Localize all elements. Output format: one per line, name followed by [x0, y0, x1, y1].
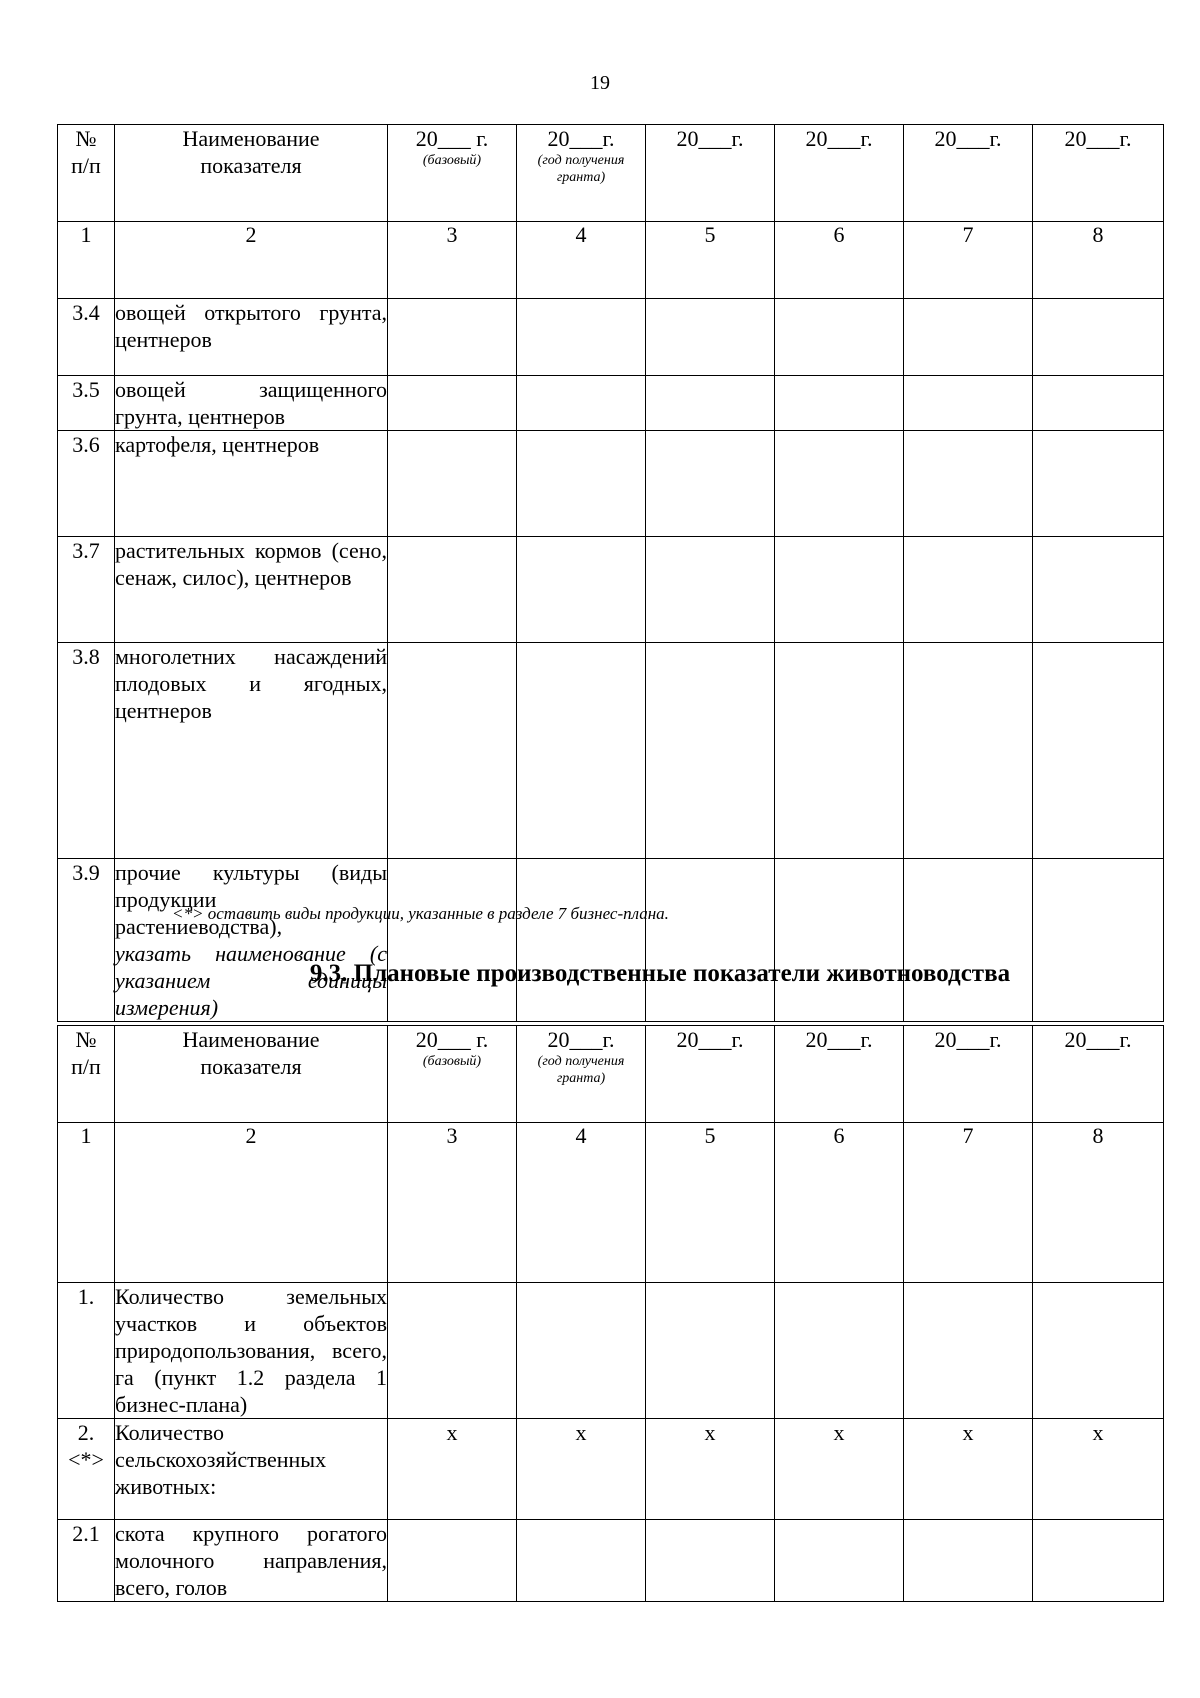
column-index-cell: 1 — [58, 1123, 115, 1283]
table-body — [58, 125, 1164, 1022]
row-number: 3.9 — [58, 859, 115, 1022]
header-year-cell — [904, 1026, 1033, 1123]
year-label: 20___г. — [934, 1027, 1002, 1052]
value-cell — [904, 431, 1033, 537]
value-cell — [388, 299, 517, 376]
column-index-cell: 8 — [1033, 222, 1164, 299]
table-row — [58, 537, 1164, 643]
value-cell: x — [775, 1419, 904, 1520]
column-index-cell: 1 — [58, 222, 115, 299]
value-cell — [1033, 431, 1164, 537]
value-cell — [388, 376, 517, 431]
header-year-cell — [904, 125, 1033, 222]
value-cell — [904, 537, 1033, 643]
header-name-cell: Наименование показателя — [115, 125, 388, 222]
value-cell — [388, 537, 517, 643]
column-index-cell: 6 — [775, 1123, 904, 1283]
footnote: <*> оставить виды продукции, указанные в разделе 7 бизнес-плана. — [172, 904, 669, 923]
row-number: 3.6 — [58, 431, 115, 537]
column-index-cell: 5 — [646, 1123, 775, 1283]
table-row — [58, 1520, 1164, 1602]
value-cell — [646, 376, 775, 431]
value-cell — [904, 1283, 1033, 1419]
row-name-text: растительных кормов (сено, сенаж, силос), центнеров — [115, 538, 387, 590]
row-name — [115, 1283, 388, 1419]
value-cell — [388, 859, 517, 1022]
row-name — [115, 859, 388, 1022]
value-cell — [388, 1283, 517, 1419]
crop-production-table — [57, 124, 1164, 1022]
column-index-cell: 3 — [388, 222, 517, 299]
value-cell — [904, 1520, 1033, 1602]
column-index-cell: 7 — [904, 1123, 1033, 1283]
header-year-cell — [517, 1026, 646, 1123]
header-row — [58, 125, 1164, 222]
row-number: 1. — [58, 1283, 115, 1419]
row-name — [115, 431, 388, 537]
year-label: 20___г. — [805, 126, 873, 151]
row-name — [115, 643, 388, 859]
value-cell: x — [1033, 1419, 1164, 1520]
value-cell — [904, 376, 1033, 431]
year-label: 20___ г. — [415, 126, 489, 151]
header-num-cell: № п/п — [58, 125, 115, 222]
header-row — [58, 1026, 1164, 1123]
year-note: (базовый) — [422, 1054, 482, 1069]
value-cell: x — [904, 1419, 1033, 1520]
value-cell — [517, 859, 646, 1022]
value-cell — [517, 1283, 646, 1419]
row-name — [115, 537, 388, 643]
column-index-cell: 6 — [775, 222, 904, 299]
column-index-cell: 4 — [517, 222, 646, 299]
year-label: 20___г. — [547, 126, 615, 151]
year-label: 20___г. — [805, 1027, 873, 1052]
year-label: 20___г. — [547, 1027, 615, 1052]
value-cell — [775, 859, 904, 1022]
year-label: 20___ г. — [415, 1027, 489, 1052]
row-name — [115, 1419, 388, 1520]
header-year-cell — [388, 1026, 517, 1123]
value-cell — [388, 643, 517, 859]
value-cell — [904, 859, 1033, 1022]
table-row — [58, 431, 1164, 537]
value-cell — [775, 1283, 904, 1419]
value-cell — [1033, 299, 1164, 376]
column-index-cell: 2 — [115, 222, 388, 299]
row-name-text: прочие культуры (виды продукции растениеводства), — [115, 860, 387, 939]
header-num-cell: № п/п — [58, 1026, 115, 1123]
table-body — [58, 1026, 1164, 1602]
row-number: 3.5 — [58, 376, 115, 431]
value-cell — [1033, 859, 1164, 1022]
year-note: (год получения гранта) — [537, 1054, 625, 1086]
value-cell — [775, 1520, 904, 1602]
table-row — [58, 643, 1164, 859]
year-label: 20___г. — [1064, 126, 1132, 151]
value-cell: x — [388, 1419, 517, 1520]
column-index-row — [58, 222, 1164, 299]
row-name-italic: указать наименование (с указанием единицы измерения) — [115, 941, 387, 1020]
row-name-text: Количество земельных участков и объектов природопользования, всего, га (пункт 1.2 раздела 1 бизнес-плана) — [115, 1284, 387, 1417]
row-number: 3.4 — [58, 299, 115, 376]
value-cell — [517, 537, 646, 643]
value-cell — [1033, 537, 1164, 643]
row-name-text: многолетних насаждений плодовых и ягодных, центнеров — [115, 644, 387, 723]
row-name — [115, 299, 388, 376]
value-cell — [646, 643, 775, 859]
row-name-text: картофеля, центнеров — [115, 432, 320, 457]
table-row — [58, 1283, 1164, 1419]
section-title: 9.3. Плановые производственные показатели животноводства — [309, 960, 1011, 987]
year-note: (базовый) — [422, 153, 482, 168]
column-index-cell: 7 — [904, 222, 1033, 299]
value-cell — [1033, 1520, 1164, 1602]
header-year-cell — [1033, 1026, 1164, 1123]
value-cell — [1033, 643, 1164, 859]
row-name-text: овощей защищенного грунта, центнеров — [115, 377, 387, 429]
table-row — [58, 859, 1164, 1022]
header-name-cell: Наименование показателя — [115, 1026, 388, 1123]
row-name-text: Количество сельскохозяйственных животных: — [115, 1420, 327, 1499]
header-year-cell — [388, 125, 517, 222]
row-number: 2. <*> — [58, 1419, 115, 1520]
value-cell — [775, 376, 904, 431]
header-year-cell — [775, 1026, 904, 1123]
value-cell — [775, 431, 904, 537]
table-row — [58, 299, 1164, 376]
column-index-row — [58, 1123, 1164, 1283]
value-cell — [517, 376, 646, 431]
value-cell — [388, 431, 517, 537]
year-label: 20___г. — [676, 126, 744, 151]
value-cell — [775, 537, 904, 643]
value-cell: x — [517, 1419, 646, 1520]
header-year-cell — [517, 125, 646, 222]
column-index-cell: 3 — [388, 1123, 517, 1283]
value-cell — [1033, 1283, 1164, 1419]
header-year-cell — [775, 125, 904, 222]
header-year-cell — [646, 1026, 775, 1123]
value-cell — [646, 859, 775, 1022]
year-label: 20___г. — [1064, 1027, 1132, 1052]
value-cell — [388, 1520, 517, 1602]
table-row — [58, 376, 1164, 431]
value-cell — [775, 299, 904, 376]
livestock-production-table — [57, 1025, 1164, 1602]
row-number: 3.8 — [58, 643, 115, 859]
value-cell — [646, 537, 775, 643]
value-cell — [646, 299, 775, 376]
year-label: 20___г. — [676, 1027, 744, 1052]
page-number: 19 — [590, 72, 610, 94]
row-name-text: овощей открытого грунта, центнеров — [115, 300, 387, 352]
value-cell — [775, 643, 904, 859]
header-year-cell — [1033, 125, 1164, 222]
column-index-cell: 8 — [1033, 1123, 1164, 1283]
header-year-cell — [646, 125, 775, 222]
row-number: 2.1 — [58, 1520, 115, 1602]
value-cell — [904, 643, 1033, 859]
row-name — [115, 1520, 388, 1602]
value-cell — [517, 431, 646, 537]
value-cell — [1033, 376, 1164, 431]
column-index-cell: 5 — [646, 222, 775, 299]
row-name-text: скота крупного рогатого молочного направления, всего, голов — [115, 1521, 387, 1600]
column-index-cell: 2 — [115, 1123, 388, 1283]
year-label: 20___г. — [934, 126, 1002, 151]
value-cell — [517, 643, 646, 859]
column-index-cell: 4 — [517, 1123, 646, 1283]
row-number: 3.7 — [58, 537, 115, 643]
value-cell — [646, 1283, 775, 1419]
row-name — [115, 376, 388, 431]
value-cell — [646, 431, 775, 537]
year-note: (год получения гранта) — [537, 153, 625, 185]
table-row — [58, 1419, 1164, 1520]
value-cell — [904, 299, 1033, 376]
value-cell: x — [646, 1419, 775, 1520]
value-cell — [517, 1520, 646, 1602]
value-cell — [646, 1520, 775, 1602]
value-cell — [517, 299, 646, 376]
